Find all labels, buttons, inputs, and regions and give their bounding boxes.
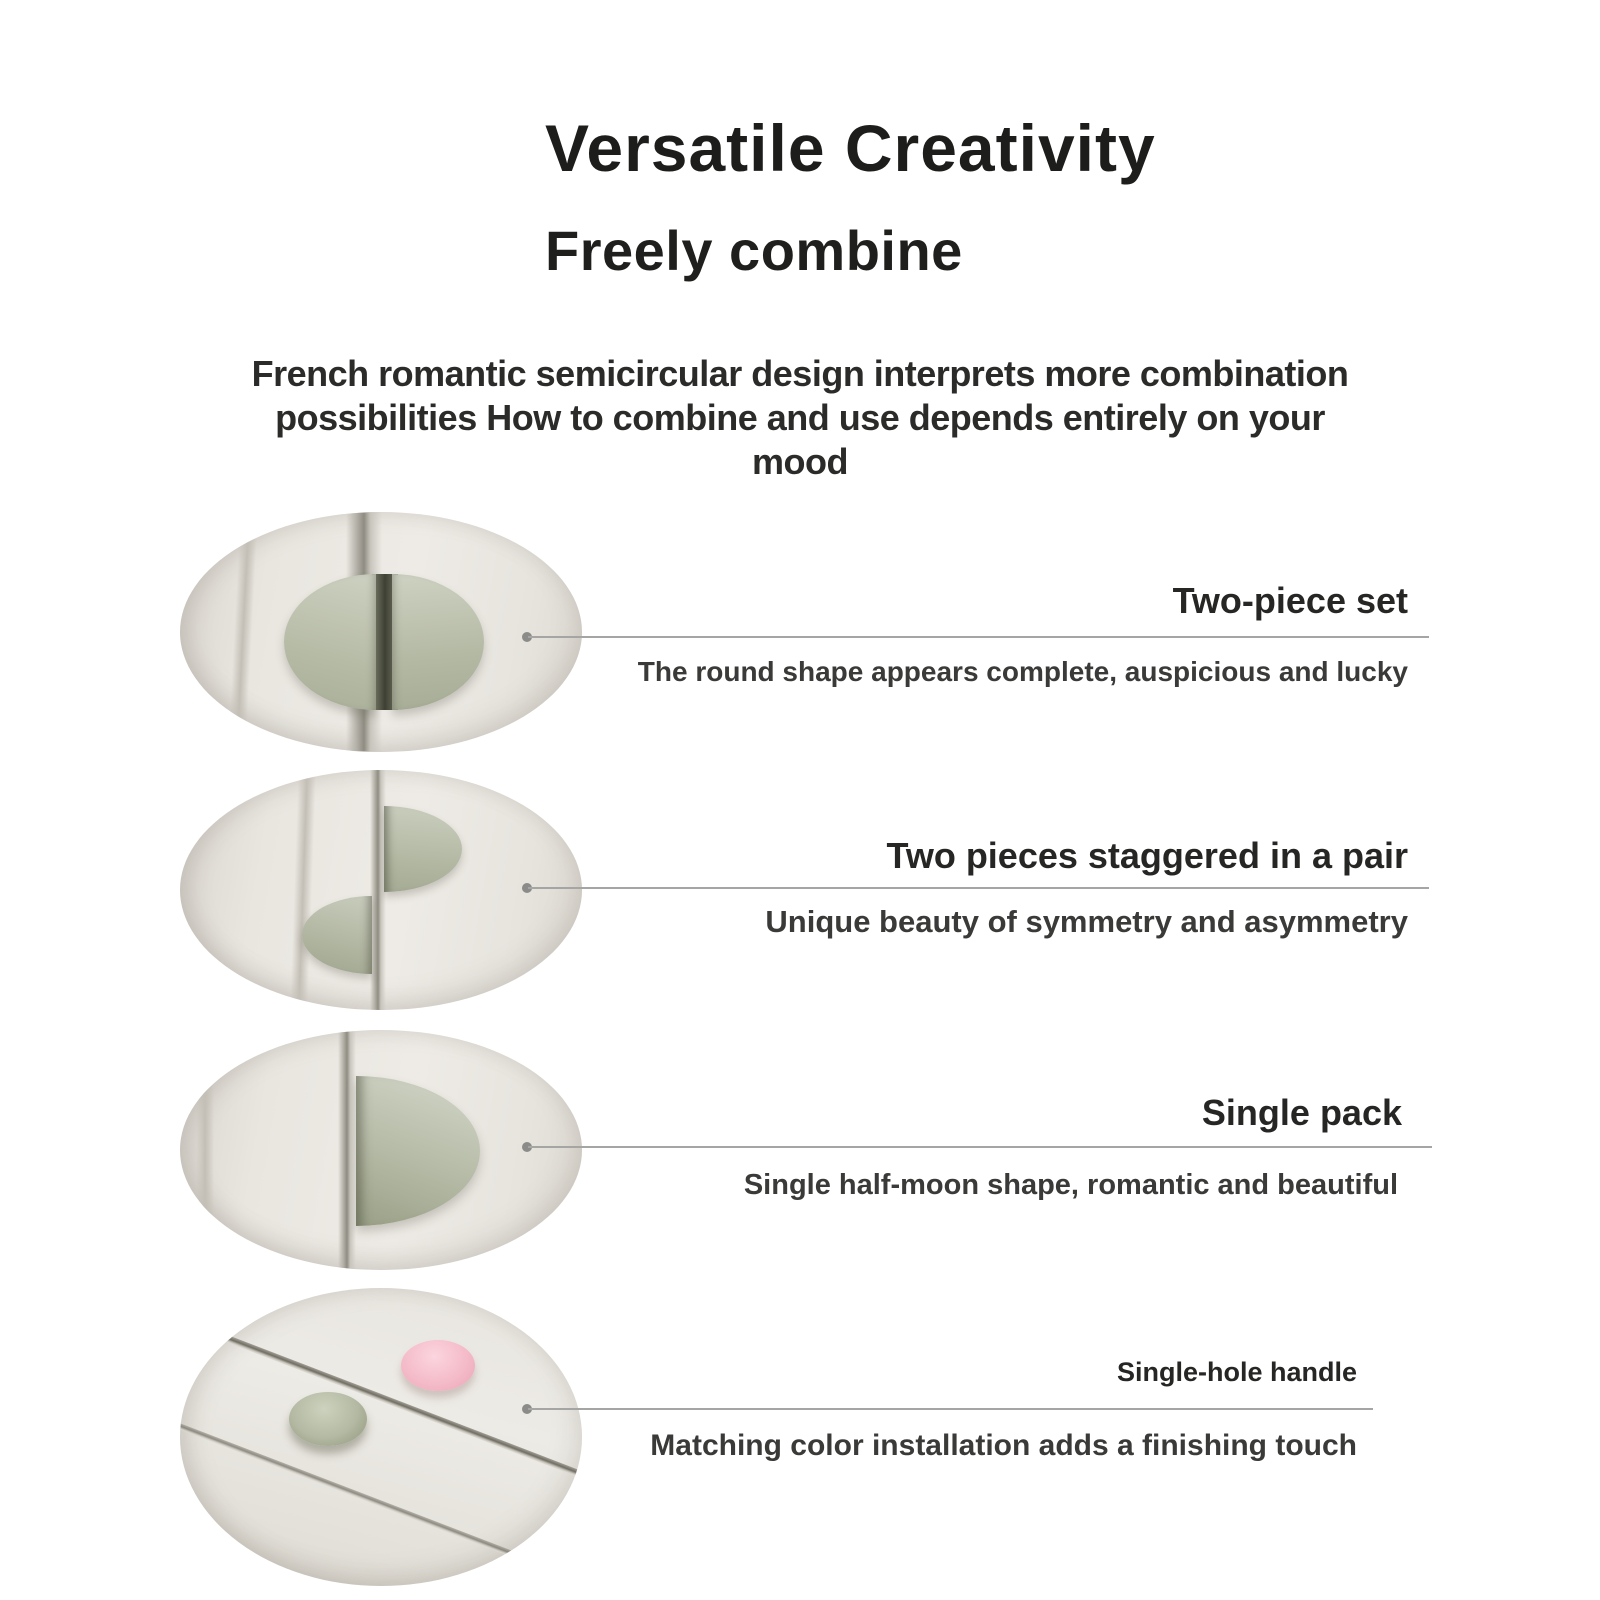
door-seam (196, 1030, 214, 1270)
leader-line (528, 887, 1429, 889)
half-moon-handle-upper (384, 806, 462, 892)
half-moon-handle-left (284, 574, 376, 710)
intro-line-3: mood (752, 441, 848, 482)
section-description: Unique beauty of symmetry and asymmetry (765, 904, 1408, 939)
leader-line (528, 1146, 1432, 1148)
half-moon-handle-single (356, 1076, 480, 1226)
leader-line (528, 636, 1429, 638)
section-description: Single half-moon shape, romantic and beautiful (743, 1169, 1398, 1201)
half-moon-handle-right (392, 574, 484, 710)
page-subtitle: Freely combine (545, 219, 963, 282)
leader-line (528, 1408, 1373, 1410)
photo-single-hole-handle (180, 1288, 582, 1586)
door-gap (338, 1030, 356, 1270)
drawer-seam (180, 1412, 582, 1586)
round-knob-pink (401, 1340, 475, 1391)
half-moon-handle-lower (302, 896, 372, 974)
photo-single-pack (180, 1030, 582, 1270)
round-knob-green (289, 1392, 367, 1446)
section-description: The round shape appears complete, auspicious and lucky (637, 656, 1408, 687)
section-title: Two-piece set (1172, 580, 1408, 621)
door-seam (289, 770, 316, 1010)
section-description: Matching color installation adds a finishing touch (650, 1429, 1357, 1462)
photo-two-piece-set (180, 512, 582, 752)
intro-line-1: French romantic semicircular design interprets more combination (251, 353, 1349, 394)
section-title: Single pack (1201, 1092, 1402, 1133)
page-title: Versatile Creativity (545, 111, 1156, 185)
intro-paragraph (170, 352, 1430, 484)
drawer-seam (180, 1314, 582, 1489)
full-circle-handle-pair (284, 574, 484, 710)
intro-line-2: possibilities How to combine and use depends entirely on your (275, 397, 1325, 438)
section-title: Two pieces staggered in a pair (886, 835, 1408, 876)
door-seam (227, 512, 259, 752)
section-title: Single-hole handle (1116, 1357, 1357, 1387)
